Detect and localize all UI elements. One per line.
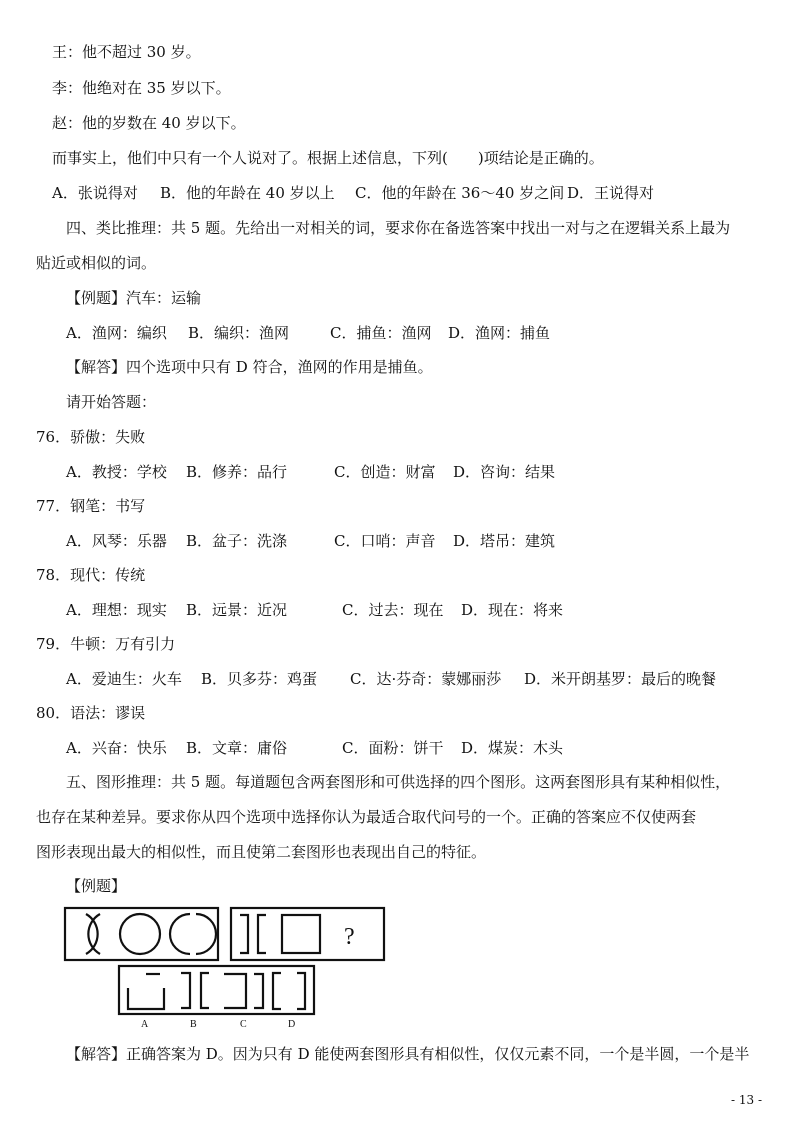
figure-set1-split-circle bbox=[170, 914, 190, 954]
figure-example-label: 【例题】 bbox=[66, 877, 127, 895]
page-number: - 13 - bbox=[730, 1093, 762, 1107]
section-4-heading-cont: 贴近或相似的词。 bbox=[36, 254, 157, 272]
figure-option-c bbox=[224, 974, 246, 1008]
figure-option-a bbox=[128, 988, 164, 1009]
option-a: A．张说得对 bbox=[52, 184, 138, 202]
q78-option-b: B．远景：近况 bbox=[186, 601, 288, 619]
example-option-d: D．渔网：捕鱼 bbox=[448, 324, 551, 342]
example-answer: 【解答】四个选项中只有 D 符合，渔网的作用是捕鱼。 bbox=[66, 358, 433, 376]
option-b: B．他的年龄在 40 岁以上 bbox=[160, 184, 335, 202]
statement-zhao: 赵：他的岁数在 40 岁以下。 bbox=[52, 114, 246, 132]
statement-wang: 王：他不超过 30 岁。 bbox=[52, 43, 201, 61]
q78-option-c: C．过去：现在 bbox=[342, 601, 444, 619]
q77-option-a: A．风琴：乐器 bbox=[66, 532, 167, 550]
q79-option-c: C．达·芬奇：蒙娜丽莎 bbox=[350, 670, 502, 688]
section-5-heading-cont2: 图形表现出最大的相似性，而且使第二套图形也表现出自己的特征。 bbox=[36, 843, 487, 861]
figure-set2-brackets bbox=[240, 915, 248, 953]
figure-set1-circle bbox=[120, 914, 160, 954]
figure-set2-square bbox=[282, 915, 320, 953]
q80-option-d: D．煤炭：木头 bbox=[461, 739, 564, 757]
section-5-heading-cont1: 也存在某种差异。要求你从四个选项中选择你认为最适合取代问号的一个。正确的答案应不仅使两套 bbox=[36, 808, 697, 826]
figure-option-d bbox=[273, 973, 281, 1009]
section-5-heading: 五、图形推理：共 5 题。每道题包含两套图形和可供选择的四个图形。这两套图形具有某种相似性， bbox=[66, 773, 731, 791]
q78-option-d: D．现在：将来 bbox=[461, 601, 564, 619]
example-option-a: A．渔网：编织 bbox=[66, 324, 167, 342]
figure-label-d: D bbox=[288, 1019, 296, 1030]
example-option-b: B．编织：渔网 bbox=[188, 324, 290, 342]
question-conclusion: 而事实上，他们中只有一个人说对了。根据上述信息，下列( )项结论是正确的。 bbox=[52, 149, 604, 167]
option-c: C．他的年龄在 36～40 岁之间 bbox=[355, 184, 565, 202]
example-option-c: C．捕鱼：渔网 bbox=[330, 324, 432, 342]
figure-answer: 【解答】正确答案为 D。因为只有 D 能使两套图形具有相似性，仅仅元素不同，一个是半圆，一个是半 bbox=[66, 1045, 750, 1063]
q80-option-c: C．面粉：饼干 bbox=[342, 739, 444, 757]
q77-option-d: D．塔吊：建筑 bbox=[453, 532, 556, 550]
section-4-heading: 四、类比推理：共 5 题。先给出一对相关的词，要求你在备选答案中找出一对与之在逻辑关系上最为 bbox=[66, 219, 731, 237]
statement-li: 李：他绝对在 35 岁以下。 bbox=[52, 79, 231, 97]
q76-option-a: A．教授：学校 bbox=[66, 463, 167, 481]
figure-label-a: A bbox=[141, 1019, 149, 1030]
figure-label-b: B bbox=[190, 1019, 197, 1030]
question-79: 79．牛顿：万有引力 bbox=[36, 635, 176, 653]
q76-option-c: C．创造：财富 bbox=[334, 463, 436, 481]
q78-option-a: A．理想：现实 bbox=[66, 601, 167, 619]
q80-option-b: B．文章：庸俗 bbox=[186, 739, 288, 757]
q79-option-a: A．爱迪生：火车 bbox=[66, 670, 182, 688]
q77-option-c: C．口哨：声音 bbox=[334, 532, 436, 550]
q79-option-b: B．贝多芬：鸡蛋 bbox=[201, 670, 318, 688]
q76-option-b: B．修养：品行 bbox=[186, 463, 288, 481]
figure-option-b bbox=[181, 973, 190, 1008]
start-prompt: 请开始答题： bbox=[66, 393, 157, 411]
question-78: 78．现代：传统 bbox=[36, 566, 146, 584]
q80-option-a: A．兴奋：快乐 bbox=[66, 739, 167, 757]
figure-question-mark: ? bbox=[344, 924, 355, 950]
q77-option-b: B．盆子：洗涤 bbox=[186, 532, 288, 550]
q76-option-d: D．咨询：结果 bbox=[453, 463, 556, 481]
option-d: D．王说得对 bbox=[567, 184, 655, 202]
example-label: 【例题】汽车：运输 bbox=[66, 289, 202, 307]
question-77: 77．钢笔：书写 bbox=[36, 497, 146, 515]
figure-label-c: C bbox=[240, 1019, 247, 1030]
q79-option-d: D．米开朗基罗：最后的晚餐 bbox=[524, 670, 717, 688]
question-76: 76．骄傲：失败 bbox=[36, 428, 146, 446]
question-80: 80．语法：谬误 bbox=[36, 704, 146, 722]
